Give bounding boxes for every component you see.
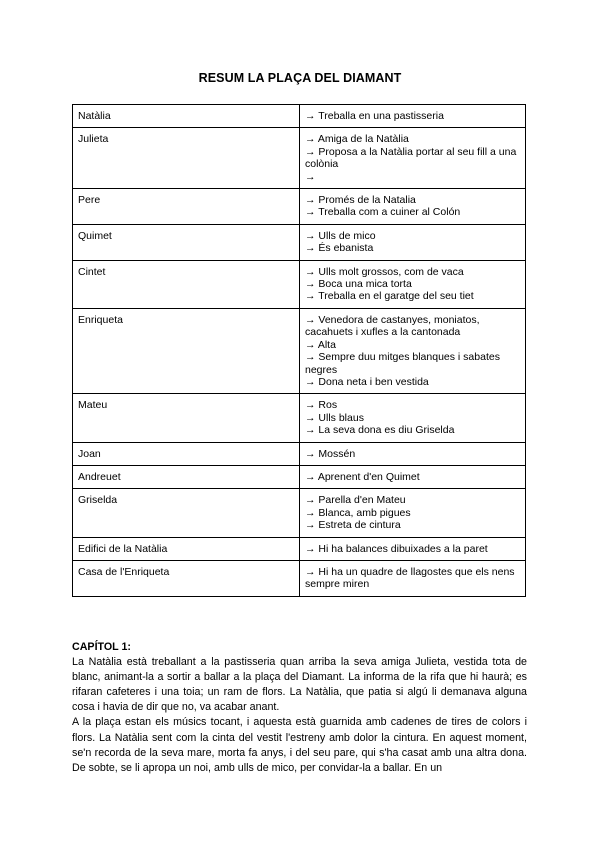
description-line — [305, 339, 521, 351]
description-line — [305, 133, 521, 145]
description-line — [305, 110, 521, 122]
description-text: Sempre duu mitges blanques i sabates negres — [305, 351, 500, 376]
description-line — [305, 376, 521, 388]
entry-name: Julieta — [73, 128, 300, 189]
description-line — [305, 242, 521, 254]
entry-description — [300, 537, 526, 560]
entry-description — [300, 128, 526, 189]
arrow-icon: → — [305, 351, 316, 364]
entry-name: Cintet — [73, 260, 300, 308]
entry-description — [300, 189, 526, 225]
description-text: Amiga de la Natàlia — [317, 133, 409, 146]
entry-name: Quimet — [73, 224, 300, 260]
description-text: Ulls de mico — [318, 229, 376, 242]
description-text: Treballa com a cuiner al Colón — [318, 206, 461, 219]
entry-description — [300, 105, 526, 128]
arrow-icon: → — [305, 470, 316, 483]
description-line — [305, 543, 521, 555]
table-row — [73, 537, 526, 560]
entry-description — [300, 442, 526, 465]
arrow-icon: → — [305, 278, 316, 291]
description-line — [305, 314, 521, 339]
description-line — [305, 194, 521, 206]
entry-description — [300, 224, 526, 260]
table-row — [73, 394, 526, 442]
description-text: La seva dona es diu Griselda — [318, 424, 455, 437]
arrow-icon: → — [305, 447, 316, 460]
description-text: Proposa a la Natàlia portar al seu fill a una colònia — [305, 145, 517, 171]
description-text: Parella d'en Mateu — [318, 494, 406, 507]
entry-name: Natàlia — [73, 105, 300, 128]
arrow-icon: → — [305, 170, 316, 183]
arrow-icon: → — [305, 145, 316, 158]
arrow-icon: → — [305, 519, 316, 532]
arrow-icon: → — [305, 133, 316, 146]
arrow-icon: → — [305, 338, 316, 351]
arrow-icon: → — [305, 494, 316, 507]
table-row — [73, 465, 526, 488]
description-line — [305, 448, 521, 460]
chapter-title: CAPÍTOL 1: — [72, 641, 131, 653]
arrow-icon: → — [305, 565, 316, 578]
description-text: Aprenent d'en Quimet — [317, 470, 420, 483]
entry-description — [300, 465, 526, 488]
arrow-icon: → — [305, 542, 316, 555]
chapter-section — [72, 640, 527, 776]
arrow-icon: → — [305, 290, 316, 303]
description-line — [305, 494, 521, 506]
arrow-icon: → — [305, 424, 316, 437]
arrow-icon: → — [305, 194, 316, 207]
entry-name: Griselda — [73, 489, 300, 537]
description-line — [305, 566, 521, 591]
entry-name: Enriqueta — [73, 308, 300, 393]
description-line — [305, 230, 521, 242]
entry-name: Edifici de la Natàlia — [73, 537, 300, 560]
description-line — [305, 507, 521, 519]
table-row — [73, 489, 526, 537]
description-text: Hi ha un quadre de llagostes que els nens sempre miren — [305, 565, 515, 591]
entry-name: Pere — [73, 189, 300, 225]
entry-name: Casa de l'Enriqueta — [73, 560, 300, 596]
description-text: És ebanista — [318, 242, 374, 255]
arrow-icon: → — [305, 313, 316, 326]
arrow-icon: → — [305, 375, 316, 388]
entry-description — [300, 308, 526, 393]
arrow-icon: → — [305, 229, 316, 242]
description-line — [305, 424, 521, 436]
chapter-paragraph-2: A la plaça estan els músics tocant, i aquesta està guarnida amb cadenes de tires de colors i flors. La Natàlia sent com la cinta del vestit l'estreny amb dolor la cintura. En aquest moment, se'n recorda de la seva mare, morta fa anys, i del seu pare, qui s'ha casat amb una altra dona. De sobte, se li apropa un noi, amb ulls de mico, per convidar-la a ballar. En un — [72, 716, 527, 774]
arrow-icon: → — [305, 242, 316, 255]
description-text: Estreta de cintura — [318, 519, 401, 532]
description-text: Boca una mica torta — [318, 278, 412, 291]
description-text: Venedora de castanyes, moniatos, cacahuets i xufles a la cantonada — [305, 313, 480, 339]
description-line — [305, 290, 521, 302]
table-row — [73, 128, 526, 189]
table-row — [73, 224, 526, 260]
arrow-icon: → — [305, 506, 316, 519]
table-row — [73, 260, 526, 308]
description-text: Ulls molt grossos, com de vaca — [318, 265, 464, 278]
description-text: Hi ha balances dibuixades a la paret — [318, 542, 488, 555]
description-text: Alta — [317, 338, 336, 351]
description-line — [305, 206, 521, 218]
entry-name: Andreuet — [73, 465, 300, 488]
table-row — [73, 560, 526, 596]
table-row — [73, 442, 526, 465]
description-text: Promés de la Natalia — [318, 194, 416, 207]
entry-description — [300, 394, 526, 442]
description-text: Dona neta i ben vestida — [318, 375, 429, 388]
description-line — [305, 278, 521, 290]
table-row — [73, 105, 526, 128]
description-line — [305, 351, 521, 376]
arrow-icon: → — [305, 110, 316, 122]
arrow-icon: → — [305, 399, 316, 412]
entry-name: Mateu — [73, 394, 300, 442]
character-summary-table — [72, 104, 526, 597]
entry-description — [300, 560, 526, 596]
description-line — [305, 399, 521, 411]
description-text: Treballa en el garatge del seu tiet — [318, 290, 474, 303]
entry-description — [300, 489, 526, 537]
description-line — [305, 412, 521, 424]
arrow-icon: → — [305, 411, 316, 424]
description-text: Mossén — [318, 447, 356, 460]
page-title: RESUM LA PLAÇA DEL DIAMANT — [198, 71, 402, 85]
description-text: Treballa en una pastisseria — [318, 110, 444, 122]
description-text: Blanca, amb pigues — [318, 506, 411, 519]
entry-description — [300, 260, 526, 308]
table-row — [73, 308, 526, 393]
description-line — [305, 519, 521, 531]
arrow-icon: → — [305, 206, 316, 219]
description-line — [305, 171, 521, 183]
description-text: Ros — [318, 399, 338, 412]
description-line — [305, 266, 521, 278]
arrow-icon: → — [305, 265, 316, 278]
entry-name: Joan — [73, 442, 300, 465]
table-row — [73, 189, 526, 225]
description-line — [305, 471, 521, 483]
description-text: Ulls blaus — [318, 411, 364, 424]
description-line — [305, 146, 521, 171]
chapter-paragraph-1: La Natàlia està treballant a la pastisseria quan arriba la seva amiga Julieta, vestida tota de blanc, animant-la a sortir a ballar a la plaça del Diamant. La informa de la rifa que hi haurà; es rifaran cafeteres i una toia; un ram de flors. La Natàlia, que patia si algú li demanava alguna cosa i havia de dir que no, va acabar anant. — [72, 656, 527, 714]
